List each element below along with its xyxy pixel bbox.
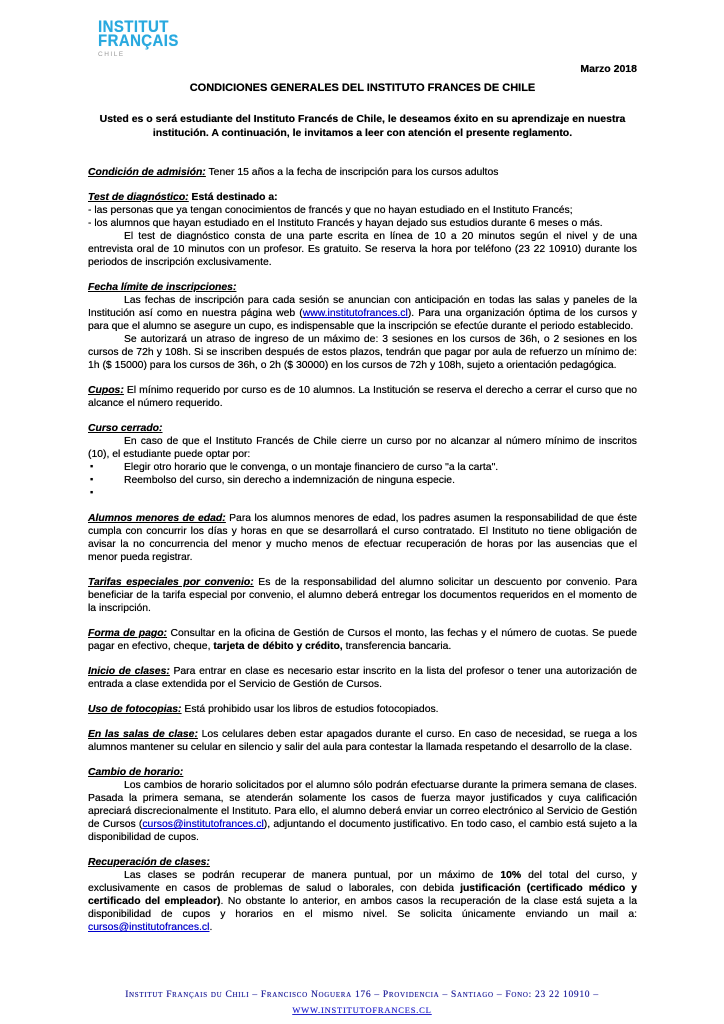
paragraph-text: Los cambios de horario solicitados por el alumno sólo podrán efectuarse durante la primera semana de clases. Pasada la primera semana, se atenderán solamente los casos de fuerza mayor justificados y cuya calificación apreciará discrecionalmente el Instituto. Para ello, el alumno deberá enviar un correo electrónico al Servicio de Gestión de Cursos ( xyxy=(88,780,637,830)
section-heading: Condición de admisión: xyxy=(88,167,206,178)
paragraph-text: Las clases se podrán recuperar de manera puntual, por un máximo de xyxy=(124,870,501,881)
document-content xyxy=(88,17,638,934)
section-text: Los celulares deben estar apagados durante el curso. En caso de necesidad, se ruega a los alumnos mantener su celular en silencio y salir del aula para contestar la llamada respetando el desarrollo de la clase. xyxy=(88,729,638,753)
section-alumnos-menores xyxy=(88,512,637,564)
section-test-diagnostico xyxy=(88,191,637,269)
intro-paragraph: Usted es o será estudiante del Instituto Francés de Chile, le deseamos éxito en su aprendizaje en nuestra institución. A continuación, le invitamos a leer con atención el presente reglamento. xyxy=(99,113,626,139)
bullet-icon: ▪ xyxy=(90,474,94,484)
section-paragraph: El test de diagnóstico consta de una parte escrita en línea de 10 a 20 minutos según el nivel y de una entrevista oral de 10 minutos con un profesor. Es gratuito. Se reserva la hora por teléfono (23 22 10910) durante los periodos de inscripción exclusivamente. xyxy=(88,231,637,268)
section-heading: Fecha límite de inscripciones: xyxy=(88,282,237,293)
footer-address: Institut Français du Chili – Francisco Noguera 176 – Providencia – Santiago – Fono: 23 22 10910 – xyxy=(125,990,599,1000)
section-heading: Uso de fotocopias: xyxy=(88,704,182,715)
footer-website-link[interactable]: WWW.INSTITUTOFRANCES.CL xyxy=(292,1005,432,1015)
bullet-item xyxy=(88,474,637,487)
page-footer xyxy=(0,990,724,1018)
section-inicio-clases xyxy=(88,665,637,691)
section-text: transferencia bancaria. xyxy=(342,641,452,652)
section-text: Está prohibido usar los libros de estudios fotocopiados. xyxy=(181,704,439,715)
logo-line-2: FRANÇAIS xyxy=(98,31,179,50)
section-heading: Cambio de horario: xyxy=(88,767,184,778)
web-link[interactable]: www.institutofrances.cl xyxy=(302,308,408,319)
bullet-item xyxy=(88,487,637,500)
email-link[interactable]: cursos@institutofrances.cl xyxy=(142,819,264,830)
section-heading: Curso cerrado: xyxy=(88,423,163,434)
document-title: CONDICIONES GENERALES DEL INSTITUTO FRANCES DE CHILE xyxy=(189,82,536,94)
section-heading: Forma de pago: xyxy=(88,628,168,639)
section-paragraph: Se autorizará un atraso de ingreso de un máximo de: 3 sesiones en los cursos de 36h, o 2 sesiones en los cursos de 72h y 108h. Si se inscriben después de estos plazos, tendrán que pagar por aula de refuerzo un mínimo de: 1h ($ 15000) para los cursos de 36h, o 2h ($ 30000) en los cursos de 72h y 108h, sujeto a orientación pedagógica. xyxy=(88,334,637,371)
bullet-text: Reembolso del curso, sin derecho a indemnización de ninguna especie. xyxy=(124,475,455,486)
dash-item: - los alumnos que hayan estudiado en el Instituto Francés y hayan dejado sus estudios durante 6 meses o más. xyxy=(88,218,603,229)
section-heading: Tarifas especiales por convenio: xyxy=(88,577,254,588)
section-forma-pago xyxy=(88,627,637,653)
bullet-icon: ▪ xyxy=(90,487,94,497)
section-text: El mínimo requerido por curso es de 10 alumnos. La Institución se reserva el derecho a cerrar el curso que no alcance el número requerido. xyxy=(88,385,637,409)
section-heading: Inicio de clases: xyxy=(88,666,170,677)
section-text: Para entrar en clase es necesario estar inscrito en la lista del profesor o tener una autorización de entrada a clase extendida por el Servicio de Gestión de Cursos. xyxy=(88,666,637,690)
section-recuperacion-clases xyxy=(88,856,637,934)
section-condicion-admision xyxy=(88,166,637,179)
section-text: Para los alumnos menores de edad, los padres asumen la responsabilidad de que éste cumpla con concurrir los días y horas en que se desarrollará el curso contratado. El Instituto no tiene obligación de avisar la no concurrencia del menor y mucho menos de efectuar recuperación de horas por las ausencias que el menor pueda registrar. xyxy=(88,513,637,563)
section-fecha-limite xyxy=(88,281,637,372)
section-paragraph xyxy=(88,779,637,844)
emphasis-text: tarjeta de débito y crédito, xyxy=(213,641,343,652)
section-paragraph: En caso de que el Instituto Francés de Chile cierre un curso por no alcanzar al número mínimo de inscritos (10), el estudiante puede optar por: xyxy=(88,436,637,460)
bullet-icon: ▪ xyxy=(90,461,94,471)
section-text: Tener 15 años a la fecha de inscripción para los cursos adultos xyxy=(205,167,499,178)
section-heading: En las salas de clase: xyxy=(88,729,198,740)
email-link[interactable]: cursos@institutofrances.cl xyxy=(88,922,210,933)
section-text: Es de la responsabilidad del alumno solicitar un descuento por convenio. Para beneficiar de la tarifa especial por convenio, el alumno deberá entregar los documentos requeridos en el momento de la inscripción. xyxy=(88,577,637,614)
institut-francais-logo xyxy=(98,17,228,58)
paragraph-text: ), adjuntando el documento justificativo. En todo caso, el cambio está sujeto a la disponibilidad de cupos. xyxy=(88,819,637,843)
section-salas-clase xyxy=(88,728,637,754)
section-paragraph xyxy=(88,294,637,333)
section-cupos xyxy=(88,384,637,410)
dash-item: - las personas que ya tengan conocimientos de francés y que no hayan estudiado en el Instituto Francés; xyxy=(88,205,573,216)
logo-wordmark xyxy=(98,17,212,50)
section-uso-fotocopias xyxy=(88,703,637,716)
section-heading: Alumnos menores de edad: xyxy=(88,513,226,524)
section-heading: Recuperación de clases: xyxy=(88,857,210,868)
emphasis-text: 10% xyxy=(500,870,522,881)
paragraph-text: ). Para una organización óptima de los cursos y para que el alumno se asegure un cupo, es indispensable que la inscripción se efectúe durante el periodo establecido. xyxy=(88,308,637,332)
paragraph-text: Las fechas de inscripción para cada sesión se anuncian con anticipación en todas las salas y paneles de la Institución así como en nuestra página web ( xyxy=(88,295,637,319)
section-heading: Test de diagnóstico: xyxy=(88,192,189,203)
section-heading: Cupos: xyxy=(88,385,124,396)
bullet-text: Elegir otro horario que le convenga, o un montaje financiero de curso "a la carta". xyxy=(124,462,499,473)
logo-country-label: CHILE xyxy=(98,51,125,58)
section-tarifas-convenio xyxy=(88,576,637,615)
emphasis-text: justificación (certificado médico y certificado del empleador) xyxy=(88,883,638,907)
section-text: Consultar en la oficina de Gestión de Cursos el monto, las fechas y el número de cuotas. Se puede pagar en efectivo, cheque, xyxy=(88,628,637,652)
section-paragraph xyxy=(88,869,637,934)
paragraph-text: del total del curso, y exclusivamente en casos de problemas de salud o laborales, con debida xyxy=(88,870,638,894)
bullet-item xyxy=(88,461,637,474)
paragraph-text: . No obstante lo anterior, en ambos casos la recuperación de la clase está sujeta a la disponibilidad de cupos y horarios en el mismo nivel. Se solicita únicamente enviando un mail a: xyxy=(88,896,637,920)
section-curso-cerrado xyxy=(88,422,637,500)
section-lead: Está destinado a: xyxy=(188,192,278,203)
paragraph-text: . xyxy=(209,922,213,933)
logo-line-1: INSTITUT xyxy=(98,17,169,36)
section-cambio-horario xyxy=(88,766,637,844)
document-date: Marzo 2018 xyxy=(580,63,637,75)
